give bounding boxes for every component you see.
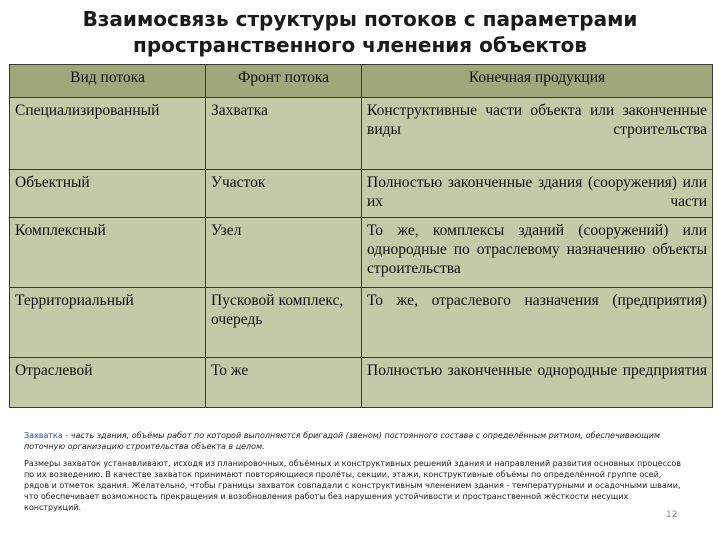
footnote-definition — [24, 430, 686, 452]
cell-final-product: Полностью законченные здания (сооружения) или их части — [362, 170, 713, 218]
header-flow-front: Фронт потока — [206, 65, 362, 98]
cell-flow-type: Территориальный — [10, 288, 206, 358]
cell-final-product: То же, отраслевого назначения (предприятия) — [362, 288, 713, 358]
table-row — [10, 98, 713, 170]
table-row — [10, 170, 713, 218]
title-line-1: Взаимосвязь структуры потоков с параметрами — [82, 7, 638, 31]
header-flow-type: Вид потока — [10, 65, 206, 98]
cell-final-product: Конструктивные части объекта или законченные виды строительства — [362, 98, 713, 170]
title-line-2: пространственного членения объектов — [133, 33, 587, 57]
slide-title — [40, 6, 680, 58]
table-row — [10, 288, 713, 358]
cell-flow-front: Участок — [206, 170, 362, 218]
footnote-definition-text: - часть здания, объёмы работ по которой выполняются бригадой (звеном) постоянного состава с определённым ритмом, обеспечивающим поточную организацию строительства объекта в целом. — [24, 431, 661, 451]
cell-flow-type: Отраслевой — [10, 358, 206, 408]
cell-final-product: Полностью законченные однородные предприятия — [362, 358, 713, 408]
footnote — [24, 430, 686, 513]
page-number: 12 — [666, 510, 678, 520]
cell-flow-front: То же — [206, 358, 362, 408]
header-final-product: Конечная продукция — [362, 65, 713, 98]
cell-final-product: То же, комплексы зданий (сооружений) или однородные по отраслевому назначению объекты строительства — [362, 218, 713, 288]
table-row — [10, 218, 713, 288]
cell-flow-front: Узел — [206, 218, 362, 288]
cell-flow-front: Захватка — [206, 98, 362, 170]
footnote-term: Захватка — [24, 431, 63, 440]
cell-flow-front: Пусковой комплекс, очередь — [206, 288, 362, 358]
table-row — [10, 358, 713, 408]
cell-flow-type: Комплексный — [10, 218, 206, 288]
flow-structure-table — [9, 64, 713, 408]
table-header-row — [10, 65, 713, 98]
cell-flow-type: Специализированный — [10, 98, 206, 170]
cell-flow-type: Объектный — [10, 170, 206, 218]
footnote-body: Размеры захваток устанавливают, исходя из планировочных, объёмных и конструктивных решений здания и направлений развития основных процессов по их возведению. В качестве захваток принимают повторяющиеся пролёты, секции, этажи, конструктивные объёмы по определённой группе осей, рядов и отметок здания. Желательно, чтобы границы захваток совпадали с конструктивным членением здания - температурными и осадочными швами, что обеспечивает возможность прекращения и возобновления работы без нарушения устойчивости и пространственной жёсткости несущих конструкций. — [24, 459, 681, 512]
